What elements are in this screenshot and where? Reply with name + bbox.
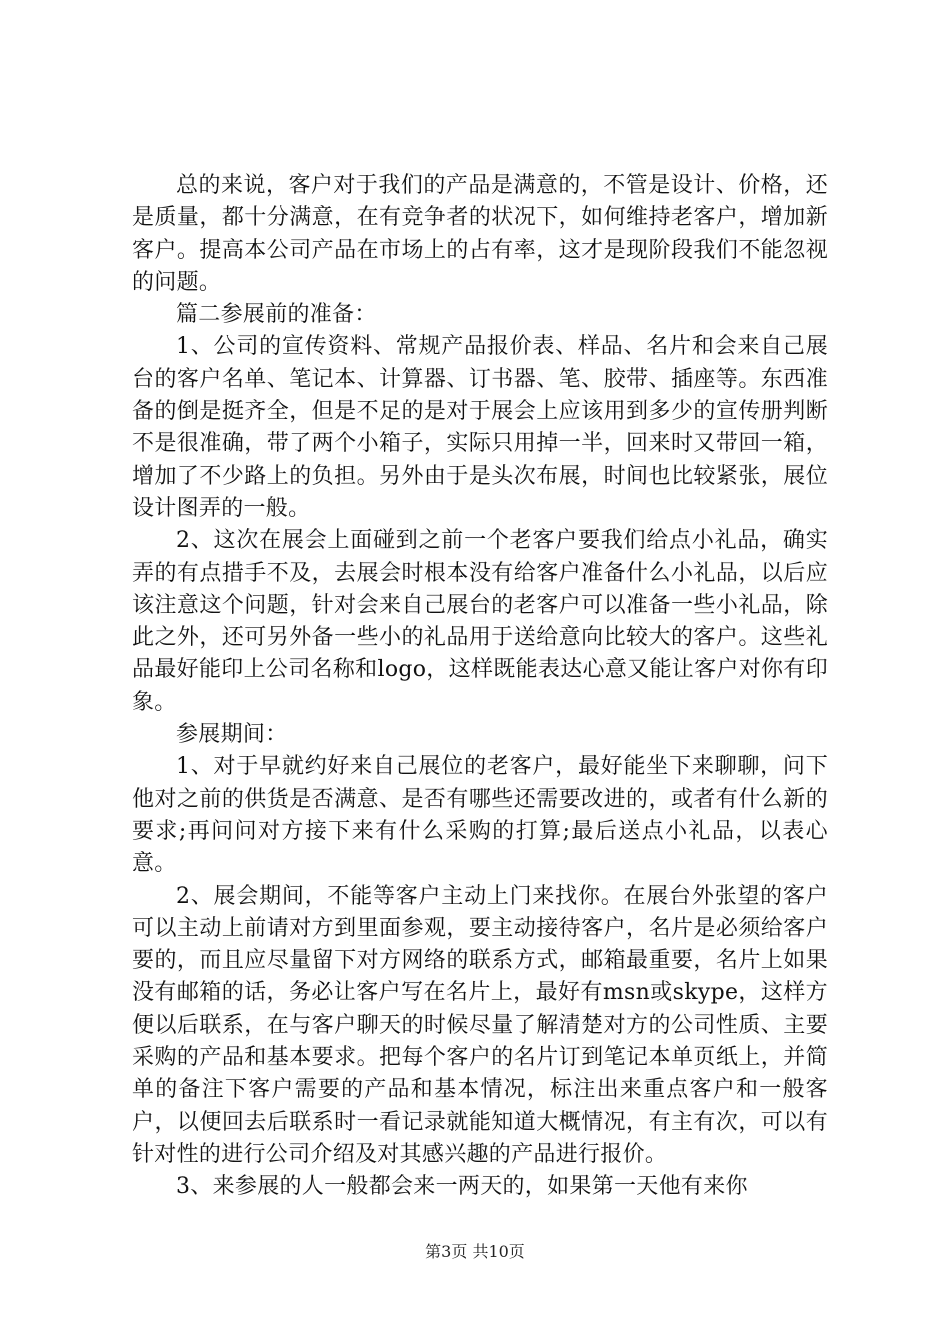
paragraph-summary: 总的来说，客户对于我们的产品是满意的，不管是设计、价格，还是质量，都十分满意，在有竞争者的状况下，如何维持老客户，增加新客户。提高本公司产品在市场上的占有率，这才是现阶段我们不能忽视的问题。 — [132, 173, 828, 295]
paragraph-preparation-item-1: 1、公司的宣传资料、常规产品报价表、样品、名片和会来自己展台的客户名单、笔记本、计算器、订书器、笔、胶带、插座等。东西准备的倒是挺齐全，但是不足的是对于展会上应该用到多少的宣传册判断不是很准确，带了两个小箱子，实际只用掉一半，回来时又带回一箱，增加了不少路上的负担。另外由于是头次布展，时间也比较紧张，展位设计图弄的一般。 — [132, 334, 828, 521]
page-footer: 第3页 共10页 — [425, 1242, 525, 1261]
paragraph-during-item-1: 1、对于早就约好来自己展位的老客户，最好能坐下来聊聊，问下他对之前的供货是否满意、是否有哪些还需要改进的，或者有什么新的要求;再问问对方接下来有什么采购的打算;最后送点小礼品，以表心意。 — [132, 754, 828, 877]
paragraph-section-heading-during-exhibition: 参展期间： — [176, 722, 288, 748]
paragraph-preparation-item-2: 2、这次在展会上面碰到之前一个老客户要我们给点小礼品，确实弄的有点措手不及，去展会时根本没有给客户准备什么小礼品，以后应该注意这个问题，针对会来自己展台的老客户可以准备一些小礼品，除此之外，还可另外备一些小的礼品用于送给意向比较大的客户。这些礼品最好能印上公司名称和logo，这样既能表达心意又能让客户对你有印象。 — [132, 528, 828, 715]
paragraph-section-heading-preparation: 篇二参展前的准备： — [176, 302, 377, 328]
paragraph-during-item-2: 2、展会期间，不能等客户主动上门来找你。在展台外张望的客户可以主动上前请对方到里面参观，要主动接待客户，名片是必须给客户要的，而且应尽量留下对方网络的联系方式，邮箱最重要，名片上如果没有邮箱的话，务必让客户写在名片上，最好有msn或skype，这样方便以后联系，在与客户聊天的时候尽量了解清楚对方的公司性质、主要采购的产品和基本要求。把每个客户的名片订到笔记本单页纸上，并简单的备注下客户需要的产品和基本情况，标注出来重点客户和一般客户，以便回去后联系时一看记录就能知道大概情况，有主有次，可以有针对性的进行公司介绍及对其感兴趣的产品进行报价。 — [132, 883, 828, 1167]
paragraph-during-item-3: 3、来参展的人一般都会来一两天的，如果第一天他有来你 — [176, 1174, 748, 1200]
document-body — [132, 170, 828, 1204]
